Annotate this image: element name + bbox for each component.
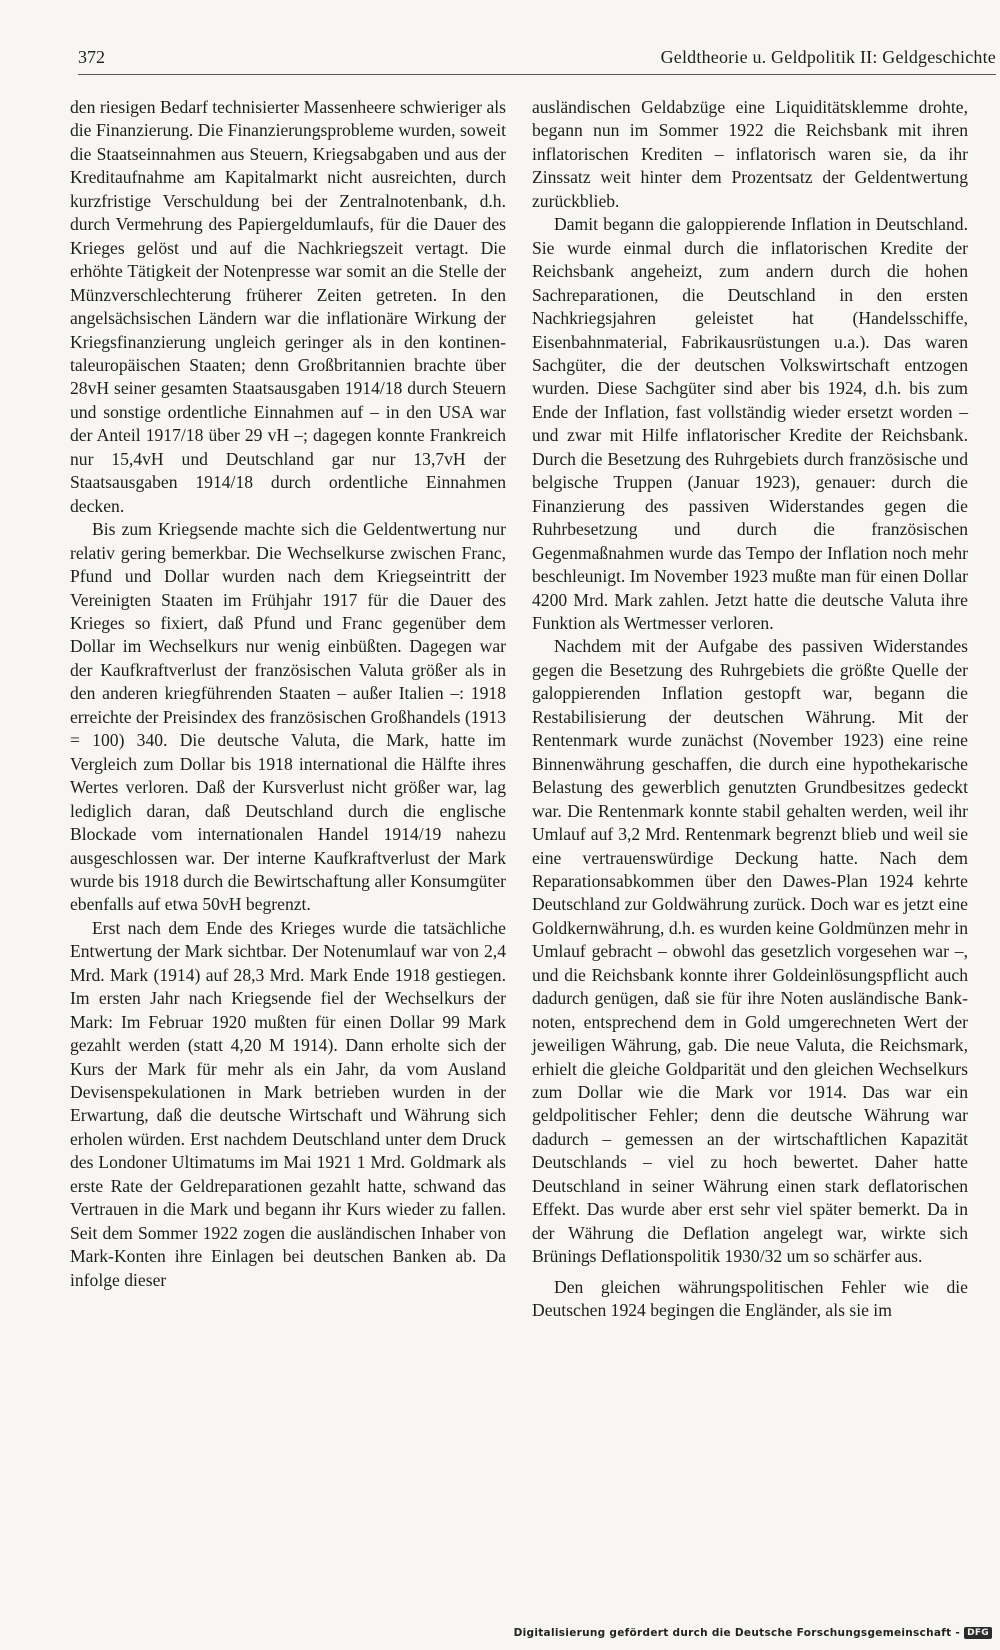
paragraph: den riesigen Bedarf technisierter Massenheere schwieriger als die Finanzierung. Die Finanzierungsprobleme wurden, soweit die Staatseinnahmen aus Steuern, Kriegsabgaben und aus der Kreditaufnahme am Kapitalmarkt nicht ausreichten, durch kurzfristige Verschuldung bei der Zentralnotenbank, d.h. durch Vermehrung des Papiergeldumlaufs, für die Dauer des Krieges gelöst und auf die Nachkriegszeit vertagt. Die erhöhte Tätigkeit der Notenpresse war somit an die Stelle der Münzverschlechterung früherer Zeiten getreten. In den angelsächsischen Ländern war die inflationäre Wirkung der Kriegsfinanzierung ungleich geringer als in den kontinentaleuropäischen Staaten; denn Großbritannien brachte über 28vH seiner gesamten Staatsausgaben 1914/18 durch Steuern und sonstige ordentliche Einnahmen auf – in den USA war der Anteil 1917/18 über 29 vH –; dagegen konnte Frankreich nur 15,4vH und Deutschland gar nur 13,7vH der Staatsausgaben 1914/18 durch ordentliche Einnahmen decken. bbox=[70, 97, 506, 516]
left-column bbox=[70, 96, 506, 1292]
running-title: Geldtheorie u. Geldpolitik II: Geldgeschichte bbox=[660, 47, 996, 67]
paragraph: Bis zum Kriegsende machte sich die Geldentwertung nur relativ gering bemerkbar. Die Wechselkurse zwischen Franc, Pfund und Dollar wurden nach dem Kriegseintritt der Vereinigten Staaten im Frühjahr 1917 für die Dauer des Krieges so fixiert, daß Pfund und Franc gegenüber dem Dollar im Wechselkurs nur wenig einbüßten. Dagegen war der Kaufkraftverlust der französischen Valuta größer als in den anderen kriegführenden Staaten – außer Italien –: 1918 erreichte der Preisindex des französischen Großhandels (1913 = 100) 340. Die deutsche Valuta, die Mark, hatte im Vergleich zum Dollar bis 1918 international die Hälfte ihres Wertes verloren. Daß der Kursverlust nicht größer war, lag lediglich daran, daß Deutschland durch die englische Blockade vom internationalen Handel 1914/19 nahezu ausgeschlossen war. Der interne Kaufkraftverlust der Mark wurde bis 1918 durch die Bewirtschaftung aller Konsumgüter ebenfalls auf etwa 50vH begrenzt. bbox=[70, 519, 506, 915]
paragraph: ausländischen Geldabzüge eine Liquiditätsklemme drohte, begann nun im Sommer 1922 die Reichsbank mit ihren inflatorischen Krediten – inflatorisch waren sie, da ihr Zinssatz weit hinter dem Prozentsatz der Geldentwertung zurückblieb. bbox=[532, 97, 968, 211]
credit-text: Digitalisierung gefördert durch die Deutsche Forschungsgemeinschaft - bbox=[513, 1627, 961, 1639]
dfg-logo: DFG bbox=[964, 1627, 992, 1639]
paragraph: Erst nach dem Ende des Krieges wurde die tatsächliche Entwertung der Mark sichtbar. Der Notenumlauf war von 2,4 Mrd. Mark (1914) auf 28,3 Mrd. Mark Ende 1918 gestiegen. Im ersten Jahr nach Kriegsende fiel der Wechselkurs der Mark: Im Februar 1920 mußten für einen Dollar 99 Mark gezahlt werden (statt 4,20 M 1914). Dann erholte sich der Kurs der Mark für mehr als ein Jahr, da vom Ausland Devisenspekulationen in Mark betrieben wurden in der Erwartung, daß die deutsche Wirtschaft und Währung sich erholen würden. Erst nachdem Deutschland unter dem Druck des Londoner Ultimatums im Mai 1921 1 Mrd. Goldmark als erste Rate der Geldreparationen gezahlt hatte, schwand das Vertrauen in die Mark und begann ihr Kurs wieder zu fallen. Seit dem Sommer 1922 zogen die ausländischen Inhaber von Mark-Konten ihre Einlagen bei deutschen Banken ab. Da infolge dieser bbox=[70, 917, 506, 1290]
page-number: 372 bbox=[78, 47, 105, 67]
running-header bbox=[78, 44, 996, 75]
paragraph: Damit begann die galoppierende Inflation in Deutschland. Sie wurde einmal durch die inflatorischen Kredite der Reichsbank angeheizt, zum andern durch die hohen Sachreparationen, die Deutschland in den ersten Nachkriegsjahren geleistet hat (Handelsschiffe, Eisenbahnmaterial, Fabrikausrüstungen u.a.). Das waren Sachgüter, die der deutschen Volkswirtschaft entzogen wurden. Diese Sachgüter sind aber bis 1924, d.h. bis zum Ende der Inflation, fast vollständig wieder ersetzt worden – und zwar mit Hilfe inflatorischer Kredite der Reichsbank. Durch die Besetzung des Ruhrgebiets durch französische und belgische Truppen (Januar 1923), genauer: durch die Finanzierung des passiven Widerstandes gegen die Ruhrbesetzung und durch die französischen Gegenmaßnahmen wurde das Tempo der Inflation noch mehr beschleunigt. Im November 1923 mußte man für einen Dollar 4200 Mrd. Mark zahlen. Jetzt hatte die deutsche Valuta ihre Funktion als Wertmesser verloren. bbox=[532, 214, 968, 633]
right-column bbox=[532, 96, 968, 1323]
paragraph: Den gleichen währungspolitischen Fehler wie die Deutschen 1924 begingen die Engländer, als sie im bbox=[532, 1276, 968, 1321]
digitization-credit bbox=[514, 1627, 992, 1639]
paragraph: Nachdem mit der Aufgabe des passiven Widerstandes gegen die Besetzung des Ruhrgebiets die größte Quelle der galoppierenden Inflation gestopft war, begann die Restabilisierung der deutschen Währung. Mit der Rentenmark wurde zunächst (November 1923) eine reine Binnenwährung geschaffen, die durch eine hypothekarische Belastung des gewerblich genutzten Grundbesitzes gedeckt war. Die Rentenmark konnte stabil gehalten werden, weil ihr Umlauf auf 3,2 Mrd. Rentenmark begrenzt blieb und weil sie eine vertrauenswürdige Deckung hatte. Nach dem Reparationsabkommen über den Dawes-Plan 1924 kehrte Deutschland zur Goldwährung zurück. Doch war es jetzt eine Goldkernwährung, d.h. es wurden keine Goldmünzen mehr in Umlauf gebracht – obwohl das gesetzlich vorgesehen war –, und die Reichsbank konnte ihrer Goldeinlösungspflicht auch dadurch genügen, daß sie für ihre Noten ausländische Banknoten, entsprechend dem in Gold umgerechneten Wert der jeweiligen Währung, gab. Die neue Valuta, die Reichsmark, erhielt die gleiche Goldparität und den gleichen Wechselkurs zum Dollar wie die Mark vor 1914. Das war ein geldpolitischer Fehler; denn die deutsche Währung war dadurch – gemessen an der wirtschaftlichen Kapazität Deutschlands – viel zu hoch bewertet. Daher hatte Deutschland in seiner Währung einen stark deflatorischen Effekt. Das wurde aber erst sehr viel später bemerkt. Da in der Währung die Deflation angelegt war, wirkte sich Brünings Deflationspolitik 1930/32 um so schärfer aus. bbox=[532, 636, 968, 1267]
